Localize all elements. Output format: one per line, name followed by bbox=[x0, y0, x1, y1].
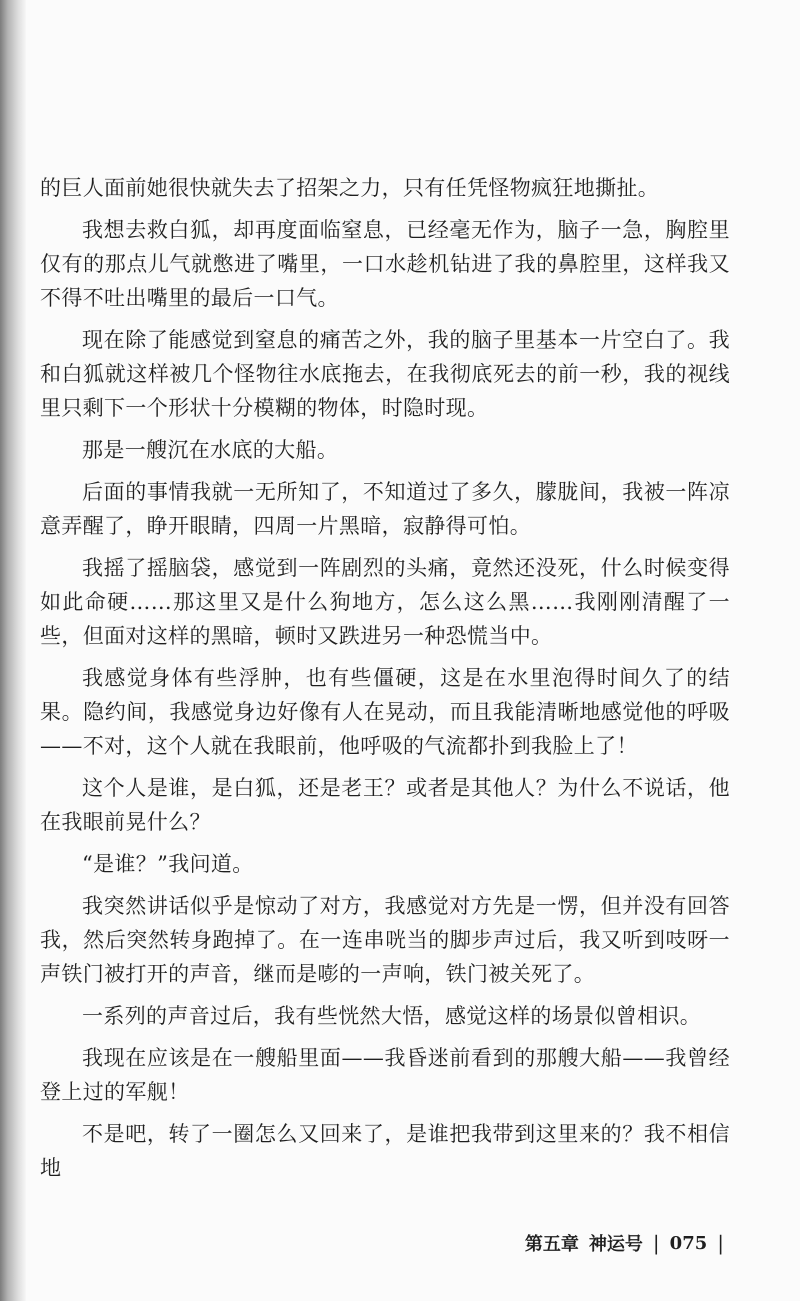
book-gutter-shadow bbox=[0, 0, 26, 1301]
chapter-number: 第五章 bbox=[524, 1234, 579, 1255]
footer-separator-end: | bbox=[717, 1231, 724, 1255]
paragraph: 我摇了摇脑袋，感觉到一阵剧烈的头痛，竟然还没死，什么时候变得如此命硬……那这里又是什么狗地方，怎么这么黑……我刚刚清醒了一些，但面对这样的黑暗，顿时又跌进另一种恐慌当中。 bbox=[40, 556, 730, 648]
paragraph: 我感觉身体有些浮肿，也有些僵硬，这是在水里泡得时间久了的结果。隐约间，我感觉身边好像有人在晃动，而且我能清晰地感觉他的呼吸——不对，这个人就在我眼前，他呼吸的气流都扑到我脸上了！ bbox=[40, 666, 730, 758]
paragraph: 现在除了能感觉到窒息的痛苦之外，我的脑子里基本一片空白了。我和白狐就这样被几个怪物往水底拖去，在我彻底死去的前一秒，我的视线里只剩下一个形状十分模糊的物体，时隐时现。 bbox=[40, 328, 730, 420]
chapter-title: 神运号 bbox=[588, 1234, 643, 1255]
page-body bbox=[40, 171, 730, 1193]
paragraph-continued: 的巨人面前她很快就失去了招架之力，只有任凭怪物疯狂地撕扯。 bbox=[40, 176, 660, 200]
page-footer bbox=[525, 1230, 724, 1256]
paragraph: 我想去救白狐，却再度面临窒息，已经毫无作为，脑子一急，胸腔里仅有的那点儿气就憋进了嘴里，一口水趁机钻进了我的鼻腔里，这样我又不得不吐出嘴里的最后一口气。 bbox=[40, 218, 730, 310]
paragraph: “是谁？”我问道。 bbox=[82, 852, 254, 876]
page-number: 075 bbox=[669, 1232, 708, 1254]
paragraph: 那是一艘沉在水底的大船。 bbox=[82, 438, 339, 462]
footer-separator: | bbox=[652, 1231, 660, 1255]
paragraph: 后面的事情我就一无所知了，不知道过了多久，朦胧间，我被一阵凉意弄醒了，睁开眼睛，四周一片黑暗，寂静得可怕。 bbox=[40, 480, 730, 538]
paragraph: 我突然讲话似乎是惊动了对方，我感觉对方先是一愣，但并没有回答我，然后突然转身跑掉了。在一连串咣当的脚步声过后，我又听到吱呀一声铁门被打开的声音，继而是嘭的一声响，铁门被关死了。 bbox=[40, 894, 730, 986]
paragraph: 一系列的声音过后，我有些恍然大悟，感觉这样的场景似曾相识。 bbox=[82, 1004, 702, 1028]
paragraph: 这个人是谁，是白狐，还是老王？或者是其他人？为什么不说话，他在我眼前晃什么？ bbox=[40, 776, 730, 834]
paragraph: 不是吧，转了一圈怎么又回来了，是谁把我带到这里来的？我不相信地 bbox=[40, 1122, 730, 1180]
paragraph: 我现在应该是在一艘船里面——我昏迷前看到的那艘大船——我曾经登上过的军舰！ bbox=[40, 1046, 730, 1104]
